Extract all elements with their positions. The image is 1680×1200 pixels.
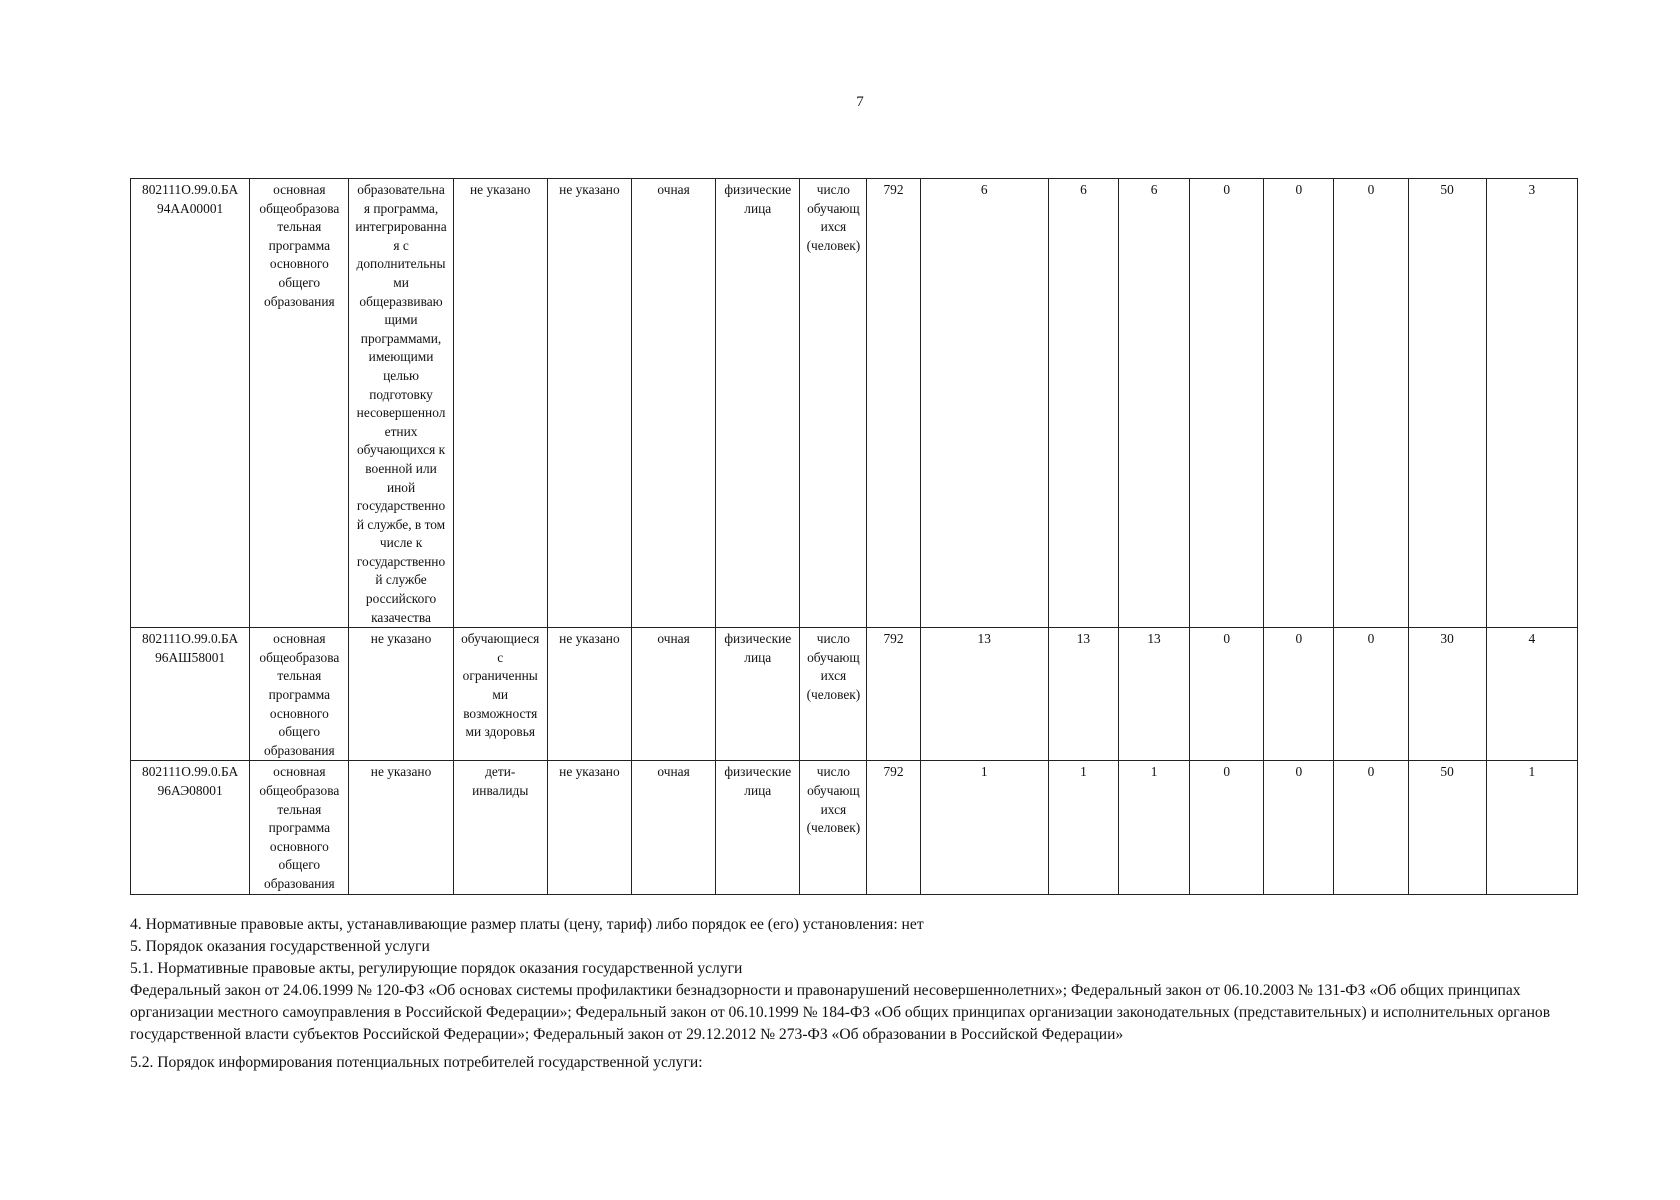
cell-okei: 792 [867,628,920,761]
table-row [131,179,1578,628]
paragraph-regulatory-acts: 5.1. Нормативные правовые акты, регулирующие порядок оказания государственной услуги [130,960,743,977]
cell-content: не указано [349,628,453,761]
paragraph-laws: Федеральный закон от 24.06.1999 № 120-ФЗ «Об основах системы профилактики безнадзорности и правонарушений несовершеннолетних»; Федеральный закон от 06.10.2003 № 131-ФЗ «Об общих принципах организации местного самоуправления в Российской Федерации»; Федеральный закон от 06.10.1999 № 184-ФЗ «Об общих принципах организации законодательных (представительных) и исполнительных органов государственной власти субъектов Российской Федерации»; Федеральный закон от 29.12.2012 № 273-ФЗ «Об образовании в Российской Федерации» [130,982,1551,1043]
cell-standards: не указано [547,628,631,761]
cell-value-8: 4 [1486,628,1577,761]
cell-form: очная [632,761,716,894]
cell-indicator: число обучающ ихся (человек) [800,179,867,628]
paragraph-informing-procedure: 5.2. Порядок информирования потенциальных потребителей государственной услуги: [130,1054,703,1071]
cell-registry-code: 802111О.99.0.БА 94АА00001 [131,179,250,628]
cell-category: дети- инвалиды [453,761,547,894]
cell-category: обучающиеся с ограниченны ми возможностя ми здоровья [453,628,547,761]
cell-value-8: 3 [1486,179,1577,628]
cell-registry-code: 802111О.99.0.БА 96АЭ08001 [131,761,250,894]
table-row [131,761,1578,894]
cell-value-6: 0 [1334,179,1408,628]
table-row [131,628,1578,761]
cell-value-5: 0 [1264,179,1334,628]
cell-consumers: физические лица [716,179,800,628]
cell-value-7: 50 [1408,179,1486,628]
cell-value-3: 6 [1118,179,1189,628]
cell-form: очная [632,628,716,761]
cell-value-1: 6 [920,179,1048,628]
cell-value-1: 13 [920,628,1048,761]
cell-value-2: 13 [1048,628,1118,761]
cell-program: основная общеобразова тельная программа основного общего образования [250,628,349,761]
cell-consumers: физические лица [716,628,800,761]
cell-standards: не указано [547,179,631,628]
cell-okei: 792 [867,761,920,894]
cell-value-2: 6 [1048,179,1118,628]
document-text-section [130,914,1580,1074]
cell-indicator: число обучающ ихся (человек) [800,761,867,894]
cell-category: не указано [453,179,547,628]
cell-content: не указано [349,761,453,894]
cell-registry-code: 802111О.99.0.БА 96АШ58001 [131,628,250,761]
page-number: 7 [856,94,864,110]
cell-value-6: 0 [1334,628,1408,761]
cell-value-7: 50 [1408,761,1486,894]
cell-value-8: 1 [1486,761,1577,894]
cell-value-2: 1 [1048,761,1118,894]
cell-consumers: физические лица [716,761,800,894]
cell-value-1: 1 [920,761,1048,894]
paragraph-service-procedure: 5. Порядок оказания государственной услуги [130,938,430,955]
cell-value-3: 1 [1118,761,1189,894]
cell-indicator: число обучающ ихся (человек) [800,628,867,761]
cell-okei: 792 [867,179,920,628]
cell-value-6: 0 [1334,761,1408,894]
cell-value-4: 0 [1190,179,1264,628]
cell-value-5: 0 [1264,761,1334,894]
cell-value-4: 0 [1190,761,1264,894]
cell-form: очная [632,179,716,628]
cell-content: образовательна я программа, интегрированна я с дополнительны ми общеразвиваю щими программами, имеющими целью подготовку несовершеннол етних обучающихся к военной или иной государственно й службе, в том числе к государственно й службе российского казачества [349,179,453,628]
cell-program: основная общеобразова тельная программа основного общего образования [250,761,349,894]
cell-value-7: 30 [1408,628,1486,761]
cell-standards: не указано [547,761,631,894]
cell-value-3: 13 [1118,628,1189,761]
service-volume-table [130,178,1578,895]
cell-value-4: 0 [1190,628,1264,761]
cell-value-5: 0 [1264,628,1334,761]
cell-program: основная общеобразова тельная программа основного общего образования [250,179,349,628]
paragraph-fees: 4. Нормативные правовые акты, устанавливающие размер платы (цену, тариф) либо порядок ее (его) установления: нет [130,916,924,933]
